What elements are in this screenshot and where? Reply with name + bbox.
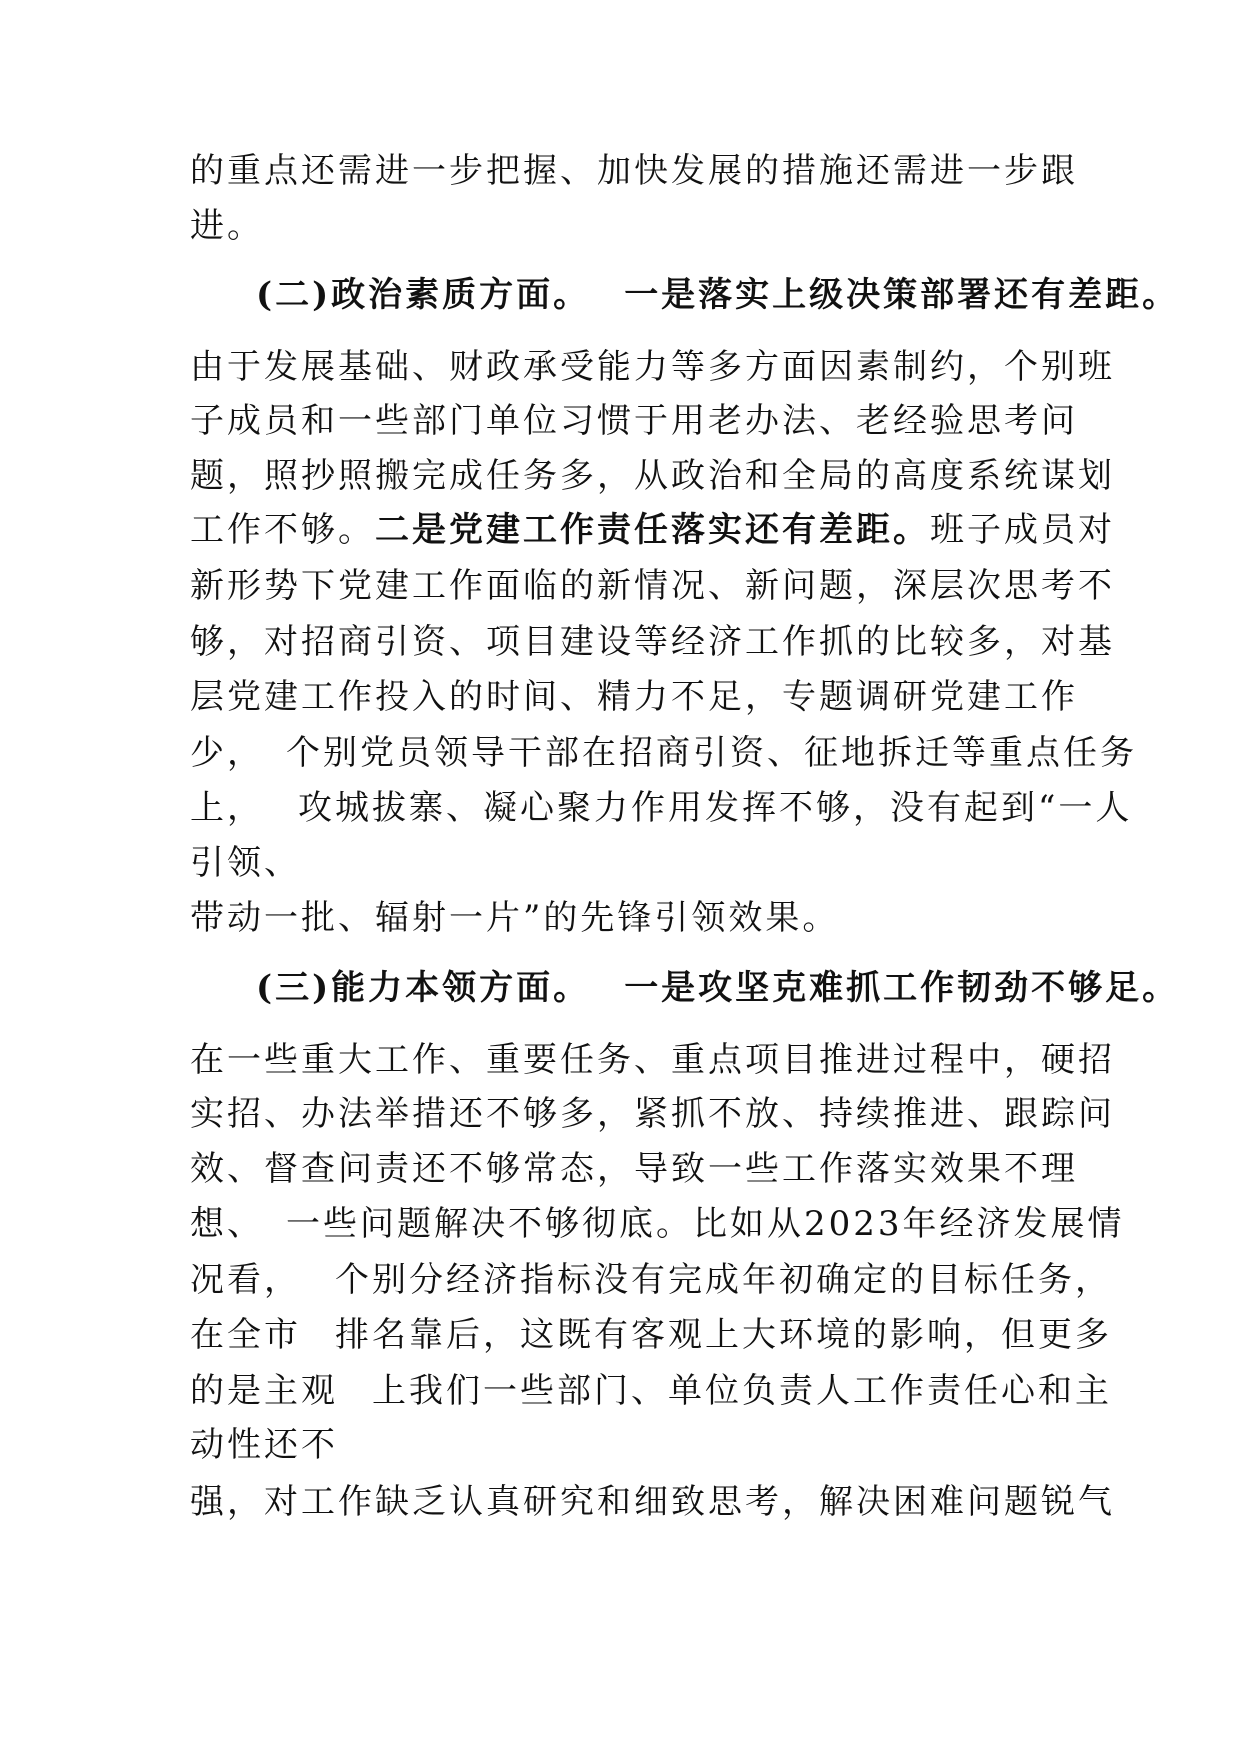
- text-line-content: 引领、: [190, 843, 301, 883]
- text-line: [190, 783, 1132, 833]
- text-line-content: 由于发展基础、财政承受能力等多方面因素制约，个别班: [190, 347, 1115, 387]
- text-line-content: 层党建工作投入的时间、精力不足，专题调研党建工作: [190, 677, 1078, 717]
- text-line-content: 效、督查问责还不够常态，导致一些工作落实效果不理: [190, 1149, 1078, 1189]
- text-line-content: 工作不够。: [190, 510, 375, 550]
- text-line: [190, 505, 1115, 555]
- text-line-content: 强，对工作缺乏认真研究和细致思考，解决困难问题锐气: [190, 1482, 1115, 1522]
- text-line-content: 排名靠后，这既有客观上大环境的影响，但更多: [335, 1315, 1112, 1355]
- key-point-1: 一是攻坚克难抓工作韧劲不够足。: [624, 968, 1180, 1008]
- text-line-content: 班子成员对: [930, 510, 1115, 550]
- text-line-content: 题，照抄照搬完成任务多，从政治和全局的高度系统谋划: [190, 456, 1115, 496]
- text-line-content: 子成员和一些部门单位习惯于用老办法、老经验思考问: [190, 401, 1078, 441]
- text-line-content: 上，: [190, 788, 264, 828]
- text-line-content: 的重点还需进一步把握、加快发展的措施还需进一步跟: [190, 151, 1078, 191]
- section-heading-title: (三)能力本领方面。: [256, 968, 591, 1008]
- text-line-content: 攻城拔寨、凝心聚力作用发挥不够，没有起到“一人: [298, 788, 1133, 828]
- text-line: [190, 451, 1115, 501]
- text-line-content: 实招、办法举措还不够多，紧抓不放、持续推进、跟踪问: [190, 1094, 1115, 1134]
- text-line: [190, 1199, 1125, 1249]
- text-line: [190, 1366, 1112, 1416]
- text-line: [190, 146, 1078, 196]
- text-line-content: 动性还不: [190, 1425, 338, 1465]
- text-line: [190, 617, 1115, 667]
- text-line: [190, 728, 1137, 778]
- key-point-1: 一是落实上级决策部署还有差距。: [624, 275, 1180, 315]
- text-line-content: 在一些重大工作、重要任务、重点项目推进过程中，硬招: [190, 1040, 1115, 1080]
- text-line: [190, 1089, 1115, 1139]
- text-line: [190, 1035, 1115, 1085]
- text-line-content: 够，对招商引资、项目建设等经济工作抓的比较多，对基: [190, 622, 1115, 662]
- text-line: [190, 561, 1115, 611]
- text-line-content: 带动一批、辐射一片”的先锋引领效果。: [190, 898, 840, 938]
- text-line-content: 个别党员领导干部在招商引资、征地拆迁等重点任务: [286, 733, 1137, 773]
- text-line-content: 一些问题解决不够彻底。比如从2023年经济发展情: [286, 1204, 1125, 1244]
- text-line: [190, 1477, 1115, 1527]
- text-line-content: 少，: [190, 733, 264, 773]
- text-line: [190, 396, 1078, 446]
- text-line: [190, 1310, 1112, 1360]
- text-line-content: 在全市: [190, 1315, 301, 1355]
- section-heading: [256, 963, 1179, 1013]
- section-heading-title: (二)政治素质方面。: [256, 275, 591, 315]
- text-line-content: 况看，: [190, 1260, 301, 1300]
- text-line: [190, 672, 1078, 722]
- text-line: [190, 838, 301, 888]
- text-line-content: 想、: [190, 1204, 264, 1244]
- text-line-content: 上我们一些部门、单位负责人工作责任心和主: [372, 1371, 1112, 1411]
- text-line: [190, 1255, 1112, 1305]
- text-line-content: 的是主观: [190, 1371, 338, 1411]
- key-point-2: 二是党建工作责任落实还有差距。: [375, 510, 930, 550]
- text-line: [190, 1144, 1078, 1194]
- text-line-content: 个别分经济指标没有完成年初确定的目标任务，: [335, 1260, 1112, 1300]
- text-line: [190, 201, 264, 251]
- text-line: [190, 1420, 338, 1470]
- text-line-content: 新形势下党建工作面临的新情况、新问题，深层次思考不: [190, 566, 1115, 606]
- section-heading: [256, 270, 1179, 320]
- text-line: [190, 893, 839, 943]
- text-line-content: 进。: [190, 206, 264, 246]
- text-line: [190, 342, 1115, 392]
